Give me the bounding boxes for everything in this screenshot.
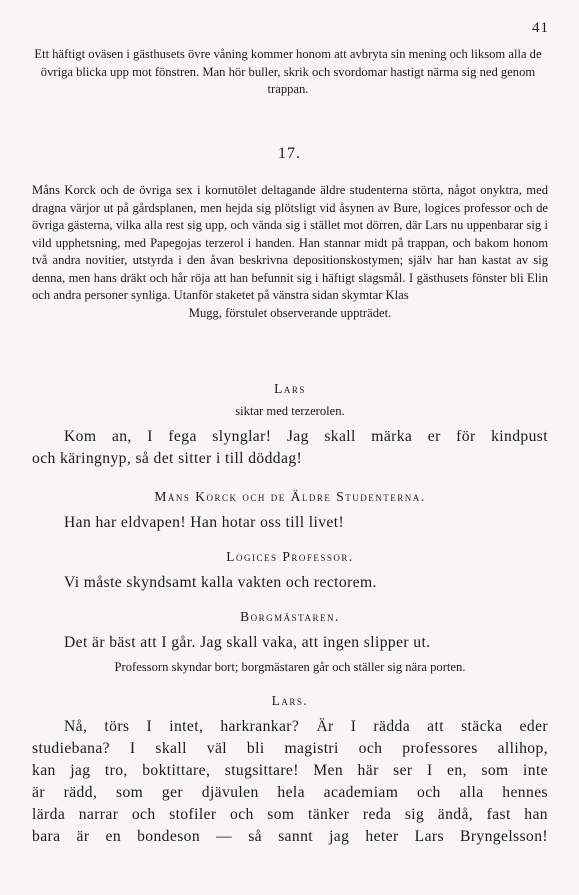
speech-line: kan jag tro, boktittare, stugsittare! Men här ser I en, som inte <box>32 762 548 779</box>
speaker-name: Borgmästaren. <box>240 609 340 624</box>
speaker-name: Lars. <box>271 693 309 708</box>
speech-line: Kom an, I fega slynglar! Jag skall märka er för kindpust <box>64 428 548 445</box>
dialogue-block-lars-2 <box>32 692 548 848</box>
scene-number: 17. <box>278 145 301 162</box>
speech-line: lärda narrar och stofiler och som tänker reda sig ändå, fast han <box>32 806 548 823</box>
dialogue-block-logices-professor <box>32 548 548 594</box>
stage-direction-inline: siktar med terzerolen. <box>235 404 345 418</box>
speech-line: bara är en bondeson — så sannt jag heter Lars Bryngelsson! <box>32 828 548 845</box>
dialogue-block-borgmastaren <box>32 608 548 676</box>
speech-text: Vi måste skyndsamt kalla vakten och rectorem. <box>64 574 377 591</box>
speech-text <box>32 426 548 470</box>
speech-line: och käringnyp, så det sitter i till döddag! <box>32 450 303 467</box>
speaker-name: Logices Professor. <box>226 549 354 564</box>
speaker-name: Lars <box>274 381 306 396</box>
intro-stage-direction: Ett häftigt oväsen i gästhusets övre våning kommer honom att avbryta sin mening och liksom alla de övriga blicka upp mot fönstren. Man hör buller, skrik och svordomar hastigt närma sig ned genom trappan. <box>34 47 542 96</box>
page-number: 41 <box>532 20 549 36</box>
speech-line: Nå, törs I intet, harkrankar? Är I rädda att stäcka eder <box>64 718 548 735</box>
speech-line: studiebana? I skall väl bli magistri och professores allihop, <box>32 740 548 757</box>
scene-stage-direction <box>32 182 548 322</box>
speech-text: Det är bäst att I går. Jag skall vaka, att ingen slipper ut. <box>64 634 431 651</box>
stage-direction-body: Måns Korck och de övriga sex i kornutölet deltagande äldre studenterna störta, något onyktra, med dragna värjor ut på gårdsplanen, men hejda sig plötsligt vid åsynen av Bure, logices professor och de övriga gästerna, vilka alla rest sig upp, och vända sig i stället mot dörren, där Lars nu uppenbarar sig i vild upphetsning, med Papegojas terzerol i handen. Han stannar midt på trappan, och bakom honom två andra novitier, utstyrda i den åvan beskrivna depositionskostymen; själv har han kastat av sig denna, men hans dräkt och hår röja att han befunnit sig i häftigt slagsmål. I gästhusets fönster bli Elin och andra personer synliga. Utanför staketet på vänstra sidan skymtar Klas <box>32 183 548 302</box>
speech-text: Han har eldvapen! Han hotar oss till livet! <box>64 514 345 531</box>
dialogue-block-lars-1 <box>32 380 548 470</box>
speaker-name: Måns Korck och de Äldre Studenterna. <box>154 489 426 504</box>
dialogue-block-mans-korck <box>32 488 548 534</box>
speech-line: är rädd, som ger djävulen hela academiam och alla hennes <box>32 784 548 801</box>
speech-text <box>32 716 548 848</box>
stage-direction-inline: Professorn skyndar bort; borgmästaren går och ställer sig nära porten. <box>114 660 466 674</box>
stage-direction-last-line: Mugg, förstulet observerande uppträdet. <box>188 305 392 320</box>
